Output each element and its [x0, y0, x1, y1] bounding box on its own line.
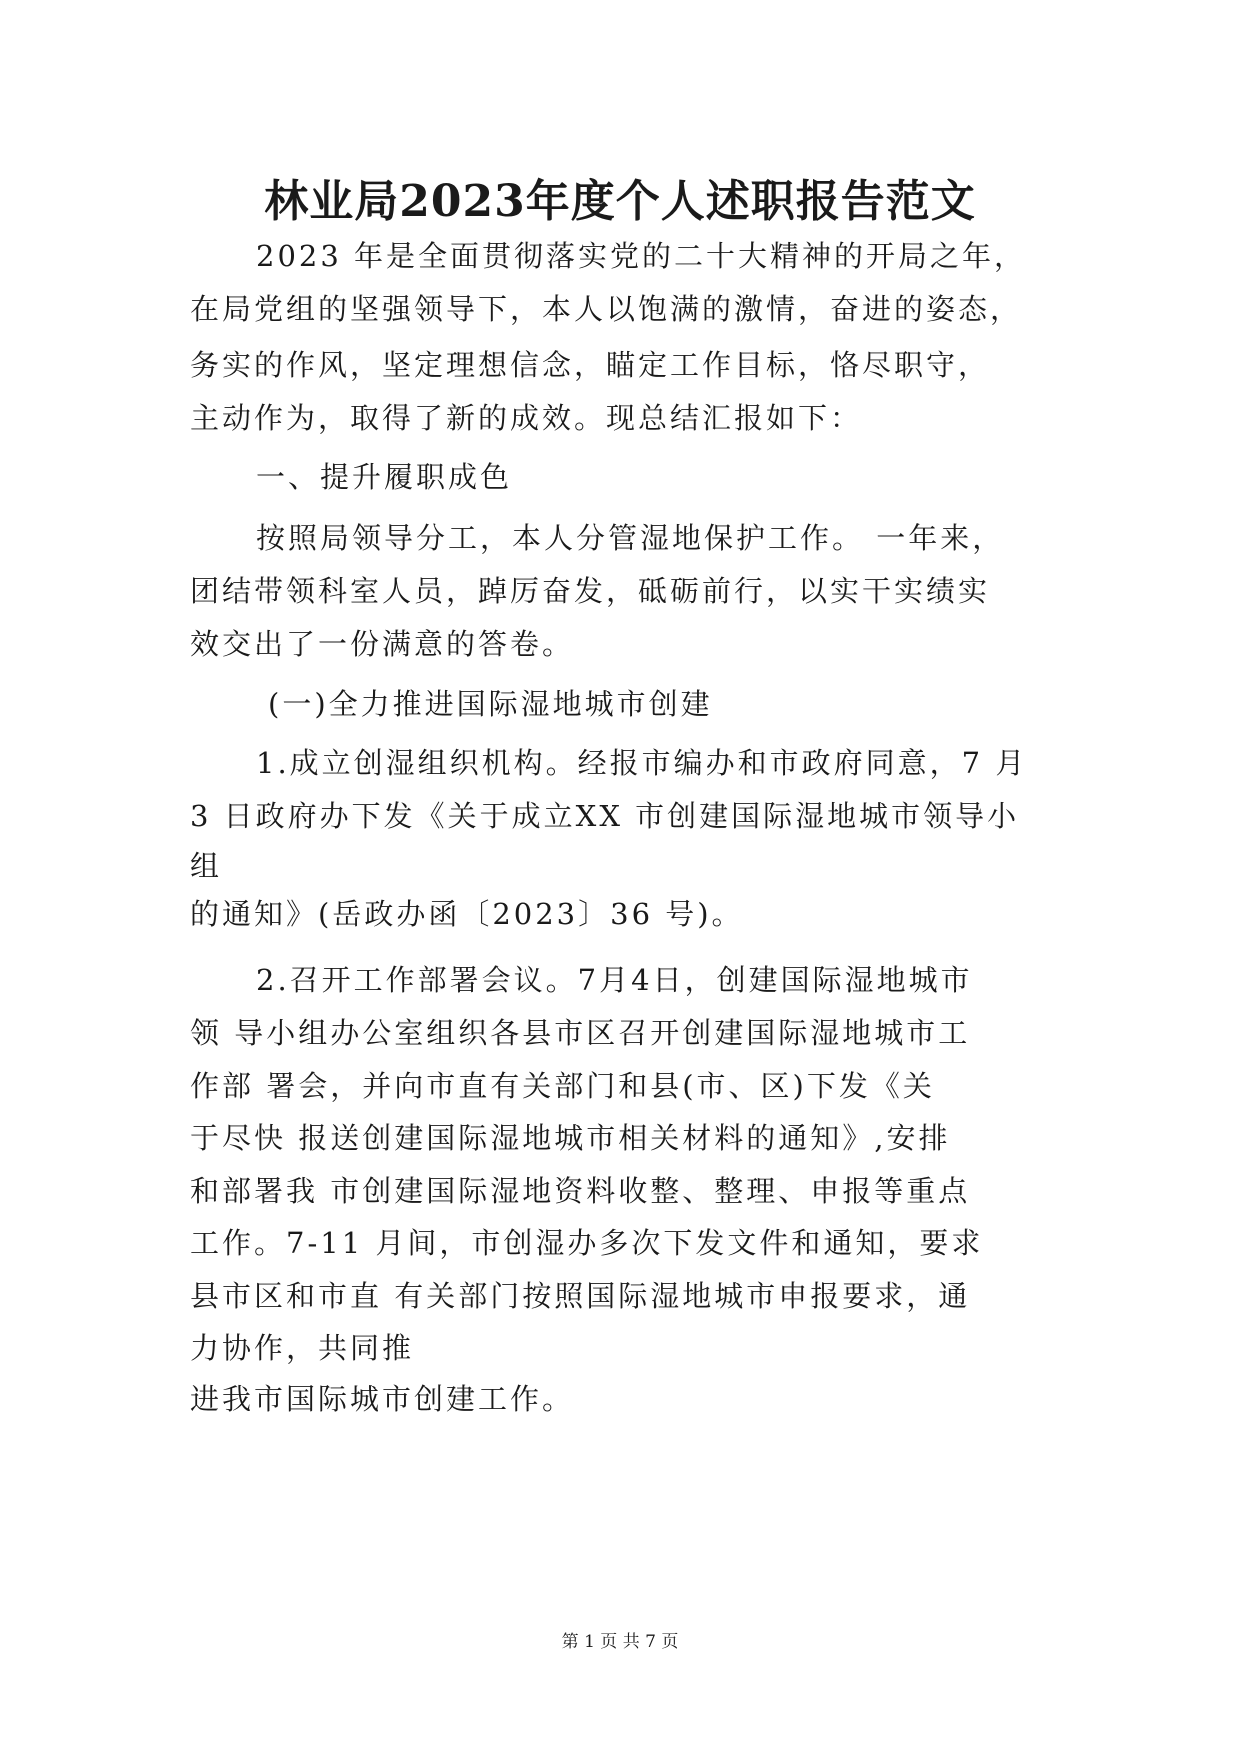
paragraph-line: 力协作，共同推	[190, 1331, 415, 1365]
paragraph-line: 效交出了一份满意的答卷。	[190, 627, 575, 661]
paragraph-line: 组	[190, 849, 223, 883]
paragraph-line: 2.召开工作部署会议。7月4日，创建国际湿地城市	[256, 963, 973, 997]
document-title: 林业局2023年度个人述职报告范文	[264, 176, 976, 227]
paragraph-line: 按照局领导分工，本人分管湿地保护工作。 一年来，	[256, 521, 1005, 555]
paragraph-line: 的通知》(岳政办函〔2023〕36 号)。	[190, 897, 744, 931]
paragraph-line: 领 导小组办公室组织各县市区召开创建国际湿地城市工	[190, 1016, 971, 1050]
page-number-footer: 第 1 页 共 7 页	[561, 1632, 679, 1652]
paragraph-line: 2023 年是全面贯彻落实党的二十大精神的开局之年，	[256, 239, 1027, 273]
paragraph-line: 于尽快 报送创建国际湿地城市相关材料的通知》,安排	[190, 1121, 951, 1155]
paragraph-line: 务实的作风，坚定理想信念，瞄定工作目标，恪尽职守，	[190, 348, 991, 382]
paragraph-line: 主动作为，取得了新的成效。现总结汇报如下：	[190, 401, 863, 435]
paragraph-line: 团结带领科室人员，踔厉奋发，砥砺前行，以实干实绩实	[190, 574, 991, 608]
paragraph-line: 3 日政府办下发《关于成立XX 市创建国际湿地城市领导小	[190, 799, 1020, 833]
paragraph-line: 县市区和市直 有关部门按照国际湿地城市申报要求，通	[190, 1279, 971, 1313]
section-heading: 一、提升履职成色	[256, 460, 513, 494]
paragraph-line: 进我市国际城市创建工作。	[190, 1382, 575, 1416]
subsection-heading: (一)全力推进国际湿地城市创建	[268, 687, 713, 721]
paragraph-line: 工作。7-11 月间，市创湿办多次下发文件和通知，要求	[190, 1226, 984, 1260]
paragraph-line: 和部署我 市创建国际湿地资料收整、整理、申报等重点	[190, 1174, 971, 1208]
paragraph-line: 在局党组的坚强领导下，本人以饱满的激情，奋进的姿态，	[190, 292, 1023, 326]
paragraph-line: 1.成立创湿组织机构。经报市编办和市政府同意，7 月	[256, 746, 1028, 780]
paragraph-line: 作部 署会，并向市直有关部门和县(市、区)下发《关	[190, 1069, 935, 1103]
